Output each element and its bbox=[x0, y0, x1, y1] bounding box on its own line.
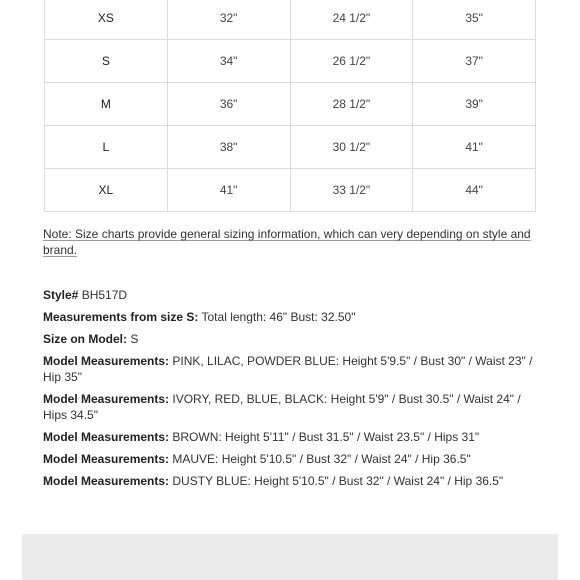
detail-value: BH517D bbox=[78, 288, 128, 302]
model-measurements-line bbox=[43, 429, 543, 445]
detail-value: MAUVE: Height 5'10.5" / Bust 32" / Waist 24" / Hip 36.5" bbox=[169, 452, 471, 466]
detail-label: Size on Model: bbox=[43, 332, 127, 346]
measurements-line bbox=[43, 309, 543, 325]
size-chart-table bbox=[44, 0, 536, 212]
table-cell: 32" bbox=[167, 0, 290, 40]
table-row bbox=[45, 0, 536, 40]
table-cell: 41" bbox=[167, 169, 290, 212]
model-measurements-line bbox=[43, 473, 543, 489]
model-measurements-line bbox=[43, 353, 543, 385]
table-cell: 36" bbox=[167, 83, 290, 126]
table-cell: 35" bbox=[413, 0, 536, 40]
table-cell: 33 1/2" bbox=[290, 169, 413, 212]
table-cell: 26 1/2" bbox=[290, 40, 413, 83]
detail-label: Model Measurements: bbox=[43, 392, 170, 406]
size-cell: M bbox=[45, 83, 168, 126]
detail-value: PINK, LILAC, POWDER BLUE: Height 5'9.5" / Bust 30" / Waist 23" / Hip 35" bbox=[43, 354, 533, 384]
size-cell: S bbox=[45, 40, 168, 83]
table-cell: 39" bbox=[413, 83, 536, 126]
table-cell: 38" bbox=[167, 126, 290, 169]
table-cell: 41" bbox=[413, 126, 536, 169]
table-cell: 28 1/2" bbox=[290, 83, 413, 126]
size-cell: L bbox=[45, 126, 168, 169]
size-chart-note[interactable]: Note: Size charts provide general sizing information, which can very depending on style and brand. bbox=[43, 227, 531, 257]
table-cell: 44" bbox=[413, 169, 536, 212]
detail-label: Model Measurements: bbox=[43, 452, 170, 466]
size-cell: XS bbox=[45, 0, 168, 40]
product-image-placeholder bbox=[22, 534, 558, 580]
detail-label: Model Measurements: bbox=[43, 474, 170, 488]
table-row bbox=[45, 169, 536, 212]
product-details bbox=[43, 287, 543, 495]
model-measurements-line bbox=[43, 391, 543, 423]
detail-label: Model Measurements: bbox=[43, 354, 170, 368]
model-measurements-line bbox=[43, 451, 543, 467]
detail-value: BROWN: Height 5'11" / Bust 31.5" / Waist 23.5" / Hips 31" bbox=[169, 430, 480, 444]
detail-label: Measurements from size S: bbox=[43, 310, 199, 324]
detail-value: DUSTY BLUE: Height 5'10.5" / Bust 32" / Waist 24" / Hip 36.5" bbox=[169, 474, 504, 488]
table-cell: 30 1/2" bbox=[290, 126, 413, 169]
size-on-model-line bbox=[43, 331, 543, 347]
style-number-line bbox=[43, 287, 543, 303]
table-row bbox=[45, 126, 536, 169]
detail-value: Total length: 46" Bust: 32.50" bbox=[198, 310, 356, 324]
detail-value: IVORY, RED, BLUE, BLACK: Height 5'9" / Bust 30.5" / Waist 24" / Hips 34.5" bbox=[43, 392, 521, 422]
table-row bbox=[45, 40, 536, 83]
table-cell: 34" bbox=[167, 40, 290, 83]
detail-label: Style# bbox=[43, 288, 79, 302]
size-cell: XL bbox=[45, 169, 168, 212]
table-cell: 37" bbox=[413, 40, 536, 83]
detail-value: S bbox=[127, 332, 139, 346]
table-row bbox=[45, 83, 536, 126]
table-cell: 24 1/2" bbox=[290, 0, 413, 40]
detail-label: Model Measurements: bbox=[43, 430, 170, 444]
